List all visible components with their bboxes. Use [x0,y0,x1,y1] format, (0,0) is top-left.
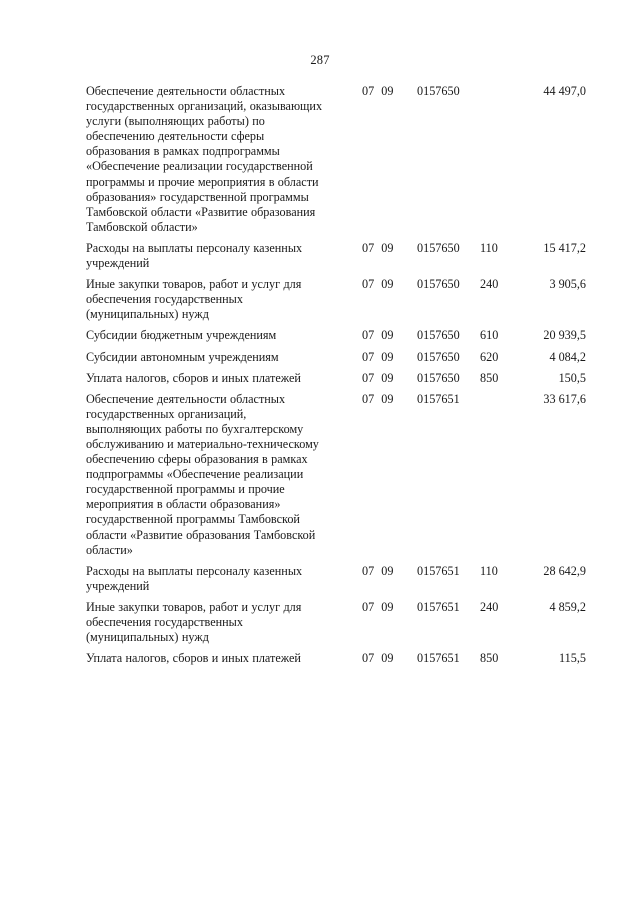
expense-name: Иные закупки товаров, работ и услуг для обеспечения государственных (муниципальных) нужд [86,599,302,645]
table-row [86,392,586,558]
target-article-code: 0157650 [417,349,460,364]
amount: 3 905,6 [549,277,586,292]
section-code: 07 09 [362,240,394,255]
section-code: 07 09 [362,651,394,666]
amount: 15 417,2 [543,240,586,255]
expense-type-code: 110 [480,240,498,255]
target-article-code: 0157650 [417,277,460,292]
expense-type-code: 110 [480,563,498,578]
section-code: 07 09 [362,84,394,98]
section-code: 07 09 [362,370,394,385]
section-code: 07 09 [362,563,394,578]
expense-name: Субсидии бюджетным учреждениям [86,328,277,343]
amount: 44 497,0 [543,84,586,98]
expense-name: Уплата налогов, сборов и иных платежей [86,370,301,385]
amount: 28 642,9 [543,563,586,578]
expense-type-code: 850 [480,651,499,666]
section-code: 07 09 [362,328,394,343]
expense-type-code: 850 [480,370,499,385]
table-row [86,241,586,271]
amount: 150,5 [558,370,586,385]
section-code: 07 09 [362,391,394,406]
expense-type-code: 610 [480,328,499,343]
expense-name: Расходы на выплаты персоналу казенных учреждений [86,563,303,593]
expense-type-code: 240 [480,599,499,614]
table-row [86,277,586,322]
amount: 4 859,2 [549,599,586,614]
section-code: 07 09 [362,277,394,292]
target-article-code: 0157650 [417,370,460,385]
amount: 4 084,2 [549,349,586,364]
expense-name: Иные закупки товаров, работ и услуг для обеспечения государственных (муниципальных) нужд [86,277,302,322]
target-article-code: 0157650 [417,84,460,98]
expense-name: Обеспечение деятельности областных государственных организаций, выполняющих работы по бухгалтерскому обслуживанию и материально-техническому обеспечению сферы образования в рамках подпрограммы «Обеспечение реализации государственной программы и прочие мероприятия в области образования» государственной программы Тамбовской области «Развитие образования Тамбовской области» [86,391,319,557]
table-row [86,328,586,343]
expense-type-code: 240 [480,277,499,292]
amount: 20 939,5 [543,328,586,343]
expense-name: Расходы на выплаты персоналу казенных учреждений [86,240,303,271]
table-row [86,564,586,594]
table-row [86,651,586,666]
expense-name: Субсидии автономным учреждениям [86,349,279,364]
amount: 33 617,6 [543,391,586,406]
expense-type-code: 620 [480,349,499,364]
target-article-code: 0157651 [417,563,460,578]
target-article-code: 0157651 [417,391,460,406]
target-article-code: 0157650 [417,328,460,343]
target-article-code: 0157651 [417,599,460,614]
table-row [86,371,586,386]
section-code: 07 09 [362,599,394,614]
expense-name: Уплата налогов, сборов и иных платежей [86,651,301,666]
section-code: 07 09 [362,349,394,364]
budget-table [86,84,586,672]
target-article-code: 0157650 [417,240,460,255]
amount: 115,5 [559,651,586,666]
table-row [86,84,586,235]
table-row [86,600,586,645]
expense-name: Обеспечение деятельности областных государственных организаций, оказывающих услуги (выполняющих работы) по обеспечению деятельности сферы образования в рамках подпрограммы «Обеспечение реализации государственной программы и прочие мероприятия в области образования» государственной программы Тамбовской области «Развитие образования Тамбовской области» [86,84,323,234]
table-row [86,350,586,365]
page-number: 287 [310,53,330,67]
target-article-code: 0157651 [417,651,460,666]
